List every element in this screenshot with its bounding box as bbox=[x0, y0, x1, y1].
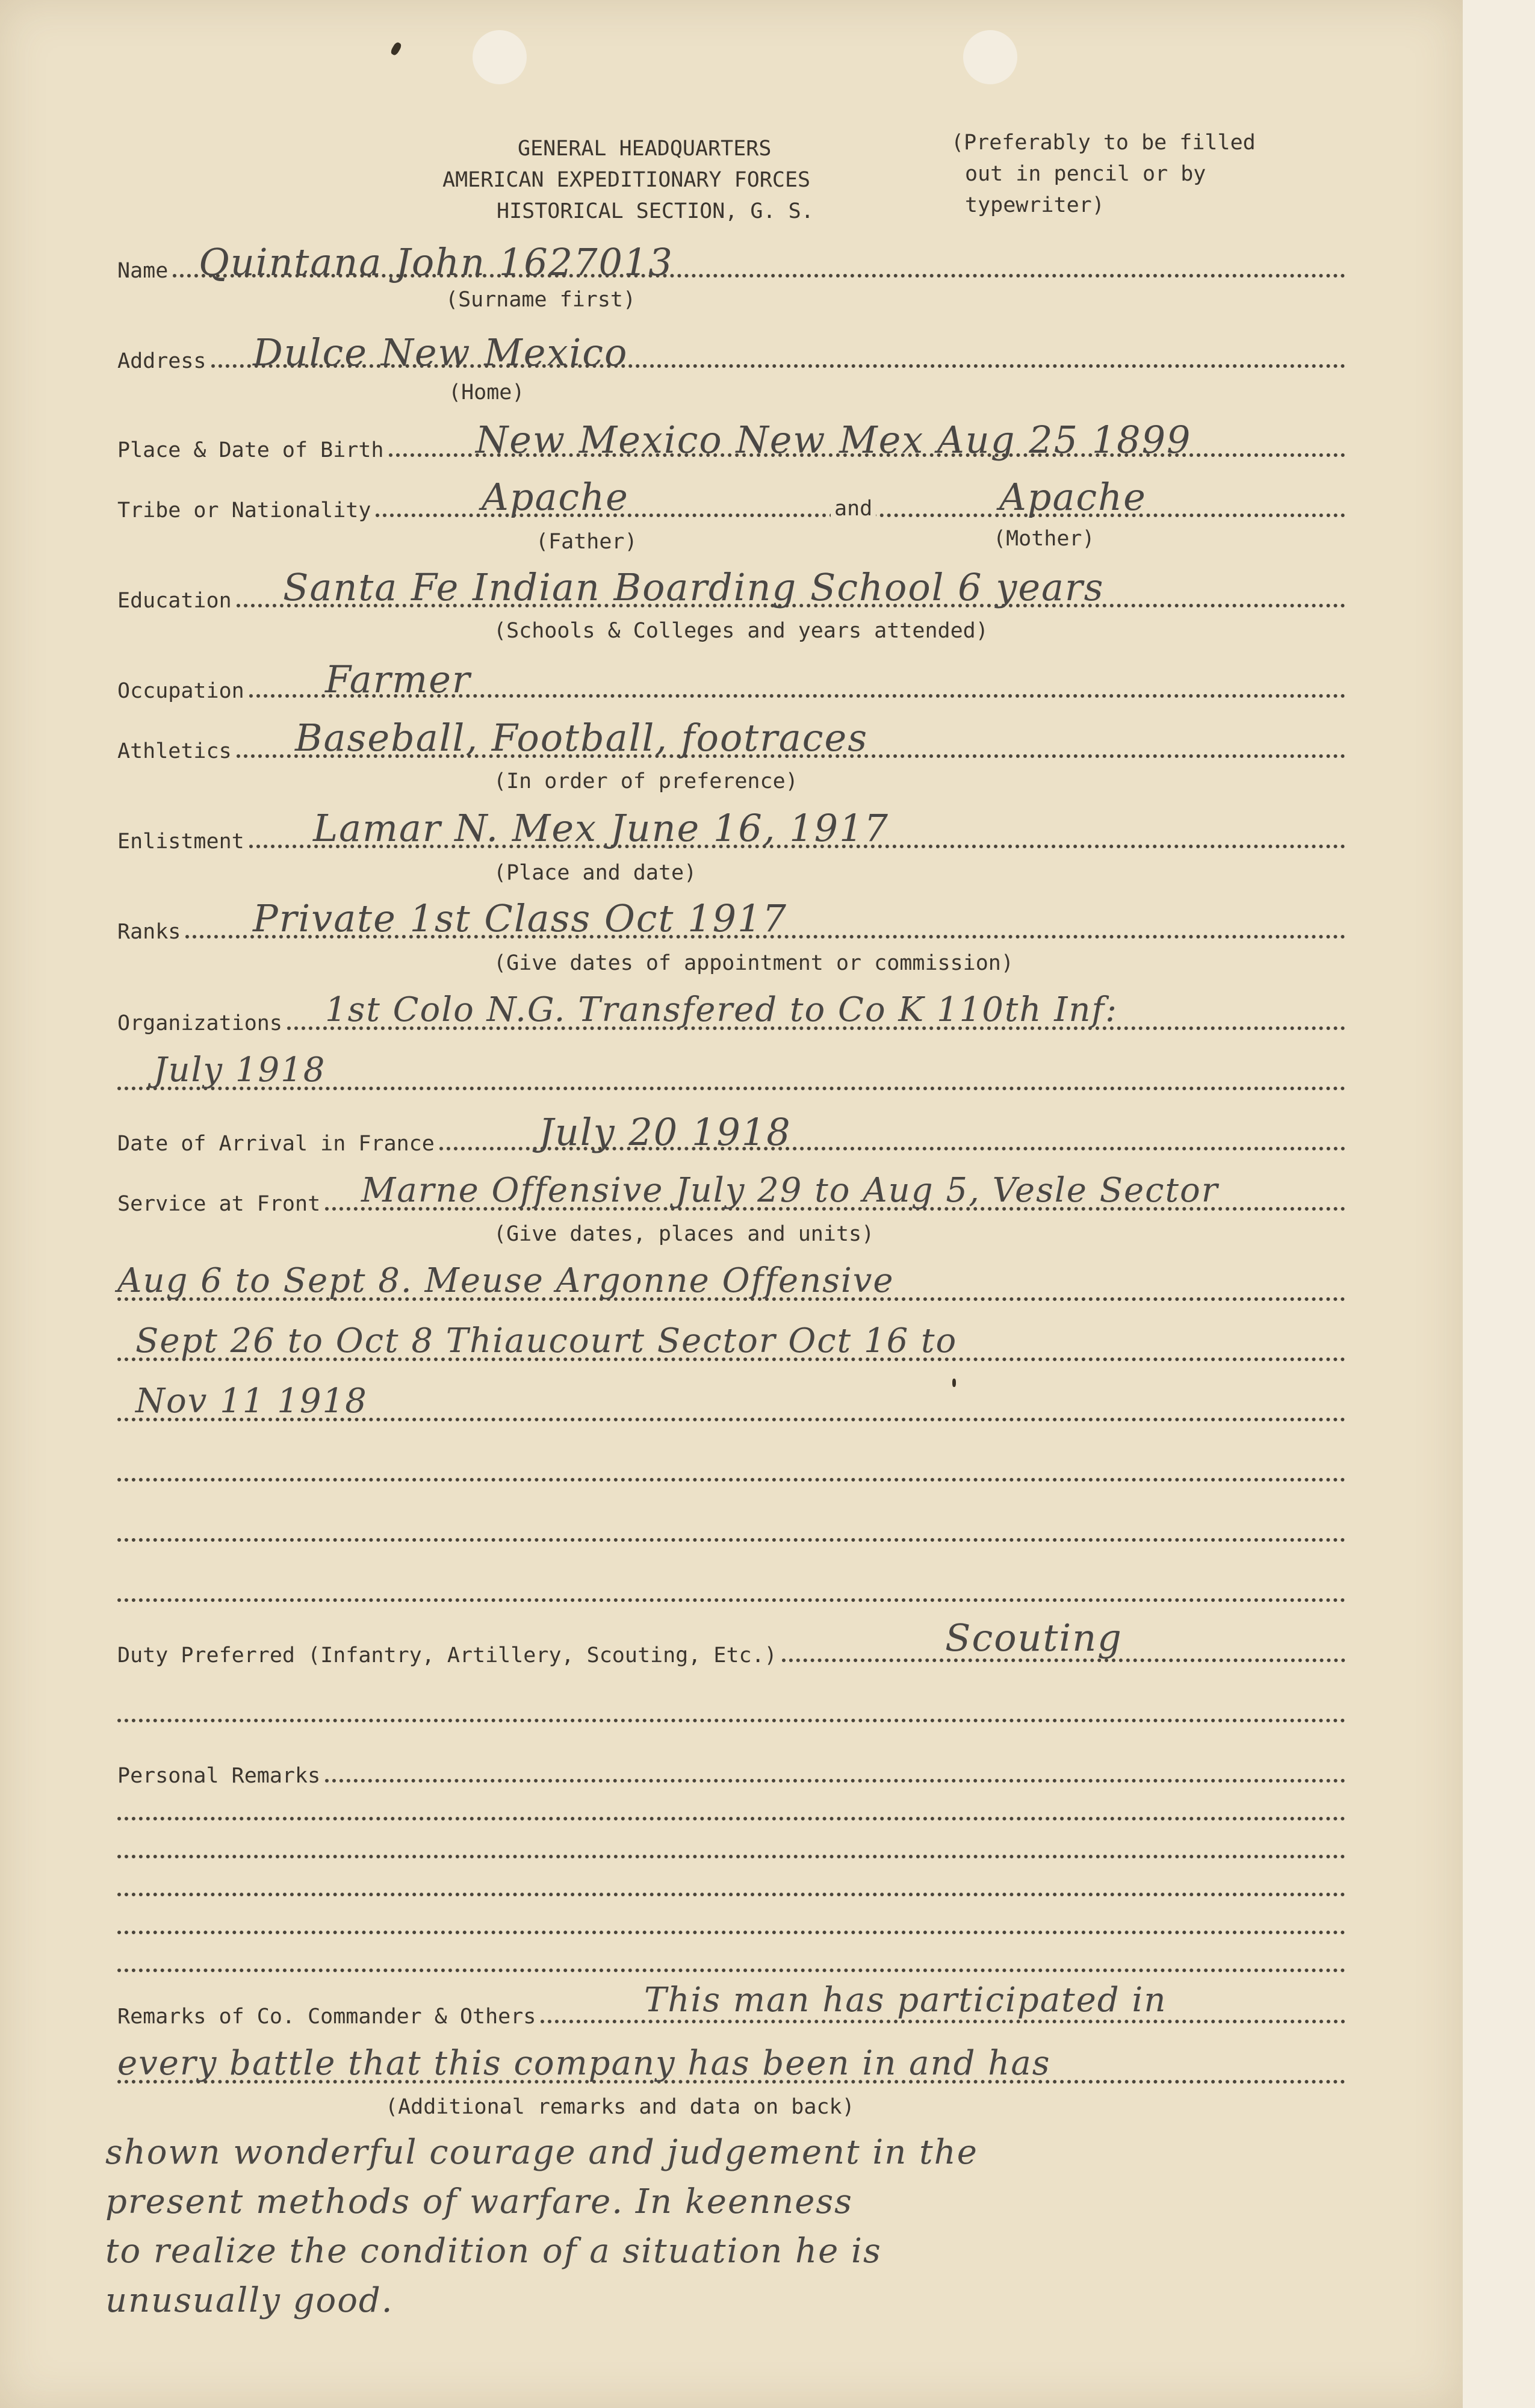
organizations-value: 1st Colo N.G. Transfered to Co K 110th Inf: bbox=[325, 990, 1118, 1029]
ranks-label: Ranks bbox=[117, 920, 181, 944]
blank-row bbox=[117, 1916, 1345, 1940]
tribe-row bbox=[117, 498, 1345, 523]
education-hint: (Schools & Colleges and years attended) bbox=[494, 619, 988, 643]
dotted-line bbox=[117, 1598, 1345, 1602]
ink-speck bbox=[389, 41, 402, 56]
dotted-line bbox=[117, 1893, 1345, 1896]
dotted-line bbox=[117, 1855, 1345, 1858]
athletics-label: Athletics bbox=[117, 739, 232, 763]
ranks-hint: (Give dates of appointment or commission) bbox=[494, 951, 1014, 975]
education-label: Education bbox=[117, 589, 232, 613]
dotted-line bbox=[117, 1931, 1345, 1934]
address-hint: (Home) bbox=[448, 380, 525, 405]
header-line-1: GENERAL HEADQUARTERS bbox=[518, 137, 772, 161]
address-label: Address bbox=[117, 349, 206, 373]
remarks-value: This man has participated in bbox=[644, 1981, 1167, 2020]
blank-row bbox=[117, 1704, 1345, 1728]
occupation-value: Farmer bbox=[325, 657, 471, 701]
service-value-3: Sept 26 to Oct 8 Thiaucourt Sector Oct 16 to bbox=[135, 1321, 958, 1361]
mother-value: Apache bbox=[999, 475, 1147, 519]
remarks-hint: (Additional remarks and data on back) bbox=[385, 2095, 855, 2119]
service-value-4: Nov 11 1918 bbox=[135, 1382, 368, 1421]
father-hint: (Father) bbox=[536, 530, 637, 554]
address-value: Dulce New Mexico bbox=[253, 330, 628, 374]
birth-label: Place & Date of Birth bbox=[117, 438, 384, 462]
arrival-value: July 20 1918 bbox=[539, 1110, 792, 1154]
name-label: Name bbox=[117, 259, 169, 283]
remarks-value-5: to realize the condition of a situation he is bbox=[105, 2232, 882, 2271]
enlistment-value: Lamar N. Mex June 16, 1917 bbox=[313, 806, 889, 850]
header-line-2: AMERICAN EXPEDITIONARY FORCES bbox=[442, 168, 811, 192]
header-line-3: HISTORICAL SECTION, G. S. bbox=[497, 199, 814, 223]
service-label: Service at Front bbox=[117, 1192, 321, 1216]
blank-row bbox=[117, 1840, 1345, 1864]
duty-label: Duty Preferred (Infantry, Artillery, Scouting, Etc.) bbox=[117, 1643, 777, 1668]
service-hint: (Give dates, places and units) bbox=[494, 1222, 875, 1246]
tribe-and: and bbox=[831, 498, 876, 520]
blank-row bbox=[117, 1523, 1345, 1547]
duty-value: Scouting bbox=[945, 1616, 1123, 1660]
ranks-value: Private 1st Class Oct 1917 bbox=[253, 896, 787, 940]
arrival-label: Date of Arrival in France bbox=[117, 1132, 435, 1156]
service-value-2: Aug 6 to Sept 8. Meuse Argonne Offensive bbox=[117, 1261, 895, 1300]
occupation-row bbox=[117, 679, 1345, 703]
dotted-line bbox=[541, 2020, 1345, 2023]
enlistment-label: Enlistment bbox=[117, 830, 244, 854]
dotted-line bbox=[117, 1478, 1345, 1482]
blank-row bbox=[117, 1463, 1345, 1487]
personal-label: Personal Remarks bbox=[117, 1764, 321, 1788]
remarks-value-4: present methods of warfare. In keenness bbox=[105, 2182, 853, 2221]
remarks-value-6: unusually good. bbox=[105, 2281, 394, 2320]
dotted-line bbox=[117, 1538, 1345, 1542]
dotted-line bbox=[117, 1719, 1345, 1722]
dotted-line bbox=[325, 1779, 1345, 1783]
personal-row bbox=[117, 1764, 1345, 1788]
remarks-label: Remarks of Co. Commander & Others bbox=[117, 2005, 536, 2029]
athletics-hint: (In order of preference) bbox=[494, 769, 798, 793]
organizations-value-2: July 1918 bbox=[154, 1050, 326, 1090]
punch-hole-right bbox=[963, 30, 1017, 84]
dotted-line bbox=[117, 1817, 1345, 1820]
mother-hint: (Mother) bbox=[993, 527, 1095, 551]
father-value: Apache bbox=[482, 475, 629, 519]
dotted-line bbox=[117, 1969, 1345, 1972]
name-hint: (Surname first) bbox=[445, 288, 636, 312]
athletics-value: Baseball, Football, footraces bbox=[295, 716, 869, 760]
blank-row bbox=[117, 1878, 1345, 1902]
occupation-label: Occupation bbox=[117, 679, 244, 703]
header-note-2: out in pencil or by bbox=[965, 162, 1206, 186]
remarks-value-2: every battle that this company has been in and has bbox=[117, 2044, 1051, 2083]
name-value: Quintana John 1627013 bbox=[199, 240, 674, 284]
header-note-3: typewriter) bbox=[965, 193, 1105, 217]
duty-row bbox=[117, 1643, 1345, 1668]
service-value: Marne Offensive July 29 to Aug 5, Vesle Sector bbox=[361, 1171, 1219, 1210]
blank-row bbox=[117, 1802, 1345, 1826]
organizations-label: Organizations bbox=[117, 1011, 282, 1035]
header-note-1: (Preferably to be filled bbox=[951, 131, 1256, 155]
remarks-value-3: shown wonderful courage and judgement in the bbox=[105, 2133, 978, 2172]
education-value: Santa Fe Indian Boarding School 6 years bbox=[283, 565, 1105, 609]
punch-hole-left bbox=[473, 30, 527, 84]
birth-value: New Mexico New Mex Aug 25 1899 bbox=[476, 418, 1192, 462]
blank-row bbox=[117, 1583, 1345, 1607]
ink-speck bbox=[952, 1379, 956, 1387]
tribe-label: Tribe or Nationality bbox=[117, 498, 371, 523]
enlistment-hint: (Place and date) bbox=[494, 861, 697, 885]
blank-row bbox=[117, 1953, 1345, 1978]
